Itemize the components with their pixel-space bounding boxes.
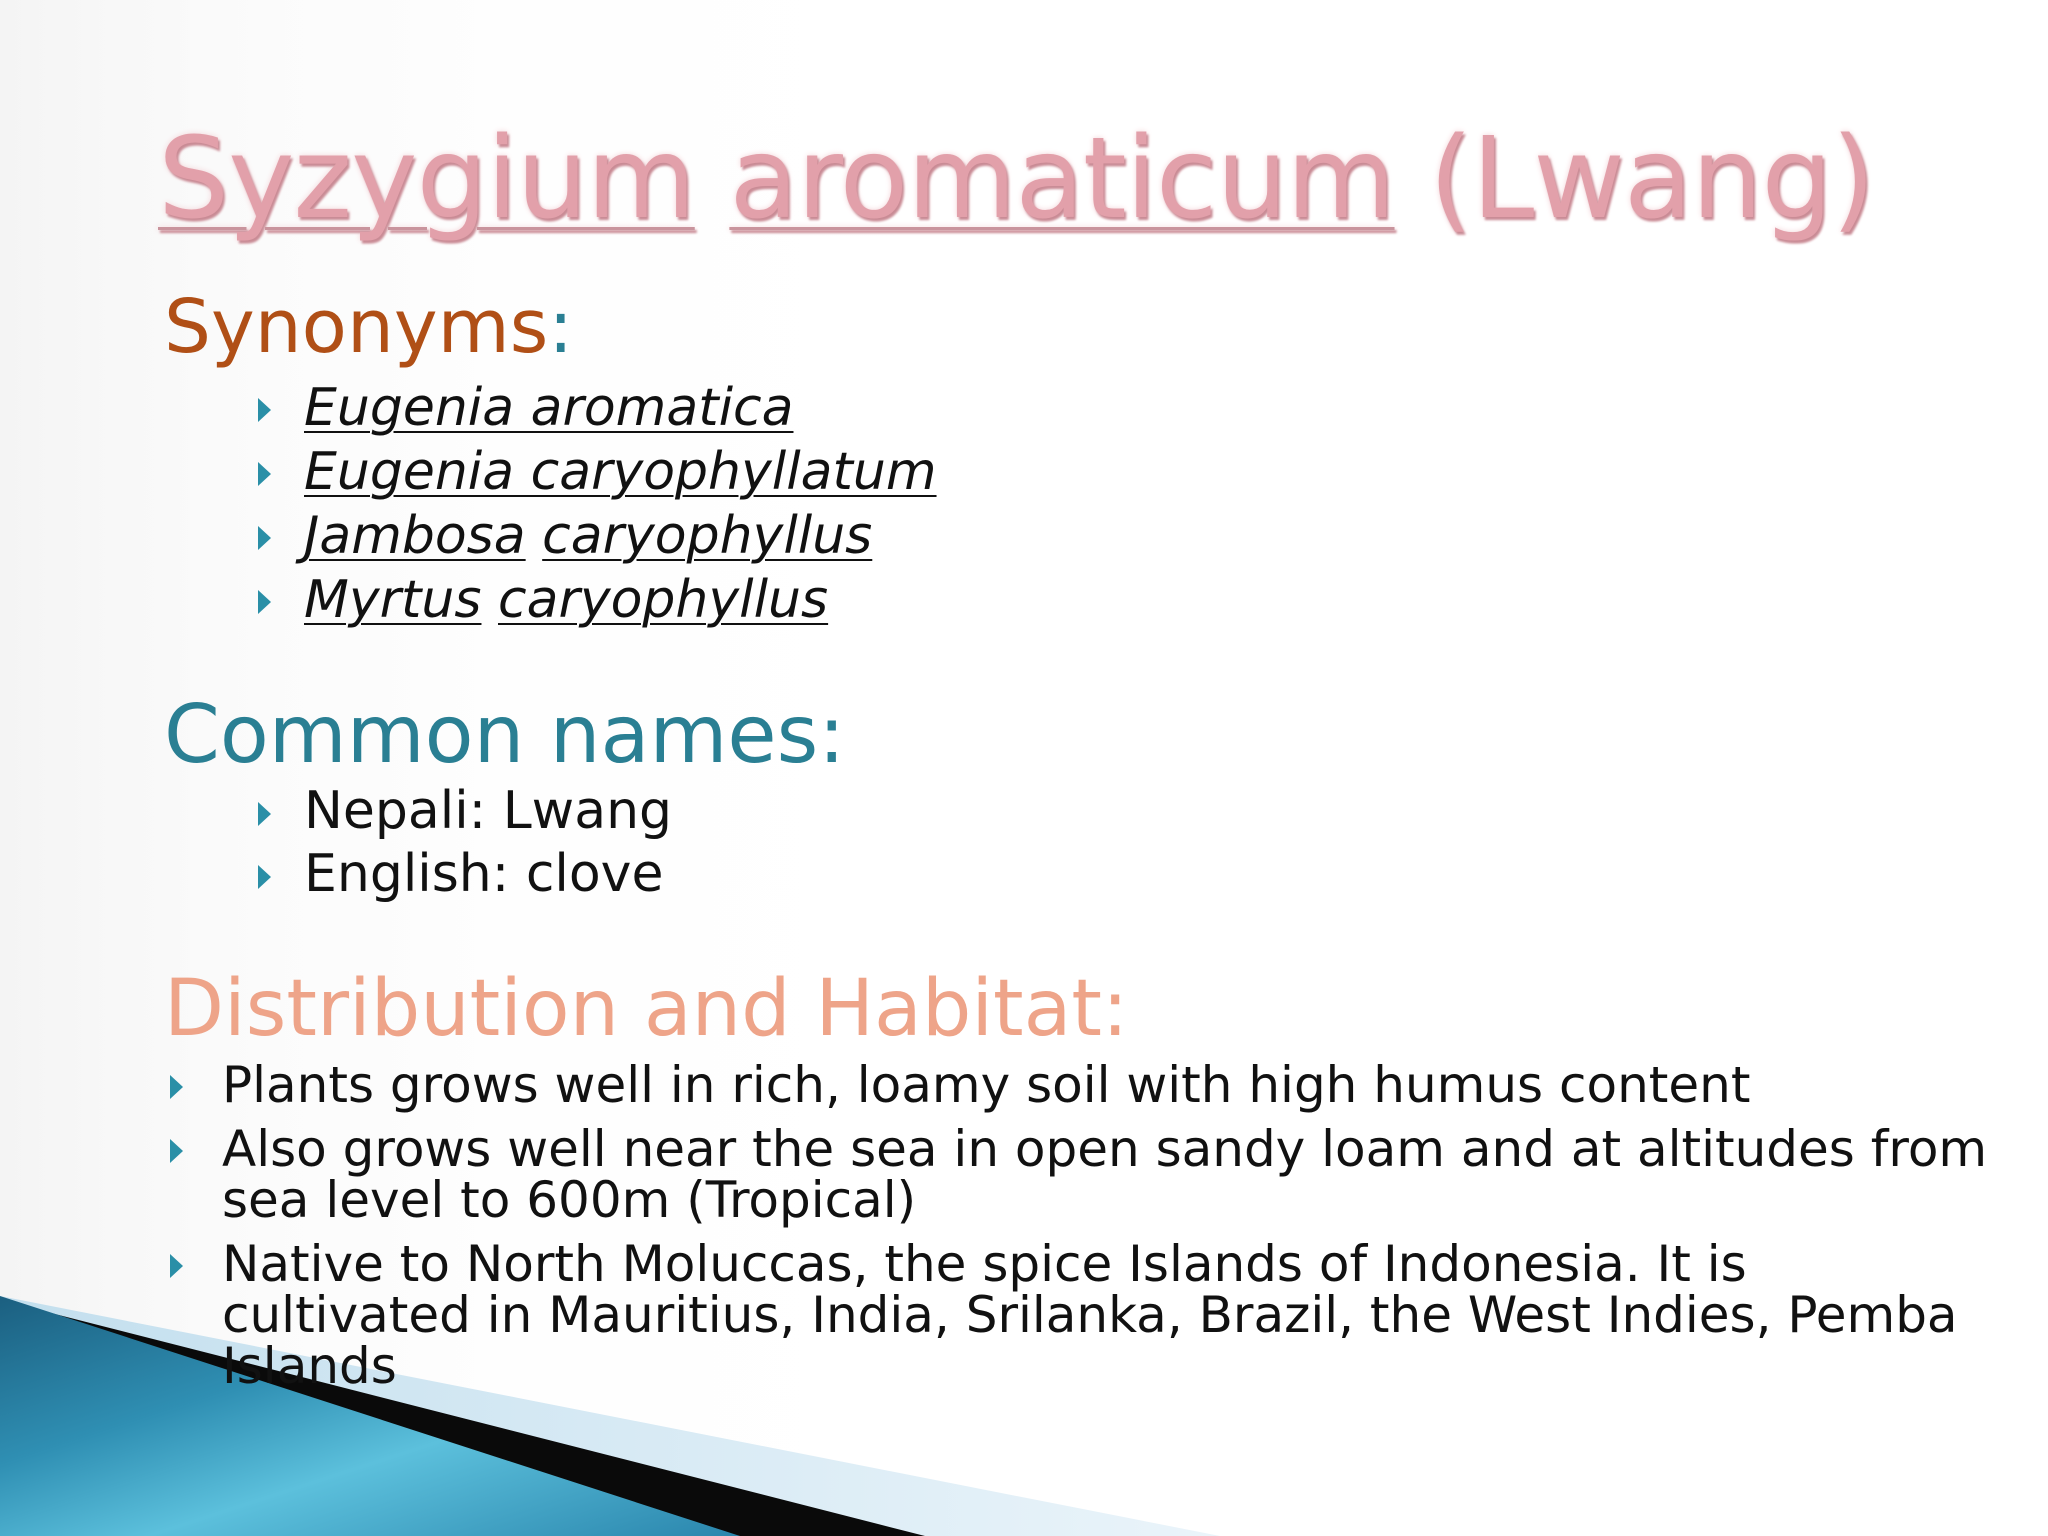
arrow-bullet-icon: [258, 865, 271, 889]
title-species: aromaticum: [729, 114, 1395, 244]
distribution-heading: Distribution and Habitat:: [164, 964, 1129, 1054]
list-item: [258, 376, 937, 440]
list-item: [258, 504, 937, 568]
list-item: [166, 1056, 2006, 1114]
list-item: [258, 568, 937, 632]
synonym-species: caryophyllus: [498, 570, 829, 630]
synonym-species: caryophyllus: [542, 506, 873, 566]
synonym-genus: Jambosa: [304, 506, 526, 566]
distribution-text: Native to North Moluccas, the spice Islands of Indonesia. It is cultivated in Mauritius, India, Srilanka, Brazil, the West Indies, Pemba Islands: [222, 1235, 1958, 1395]
arrow-bullet-icon: [170, 1075, 183, 1099]
synonyms-heading: [164, 284, 573, 370]
arrow-bullet-icon: [258, 398, 271, 422]
synonyms-heading-text: Synonyms: [164, 284, 549, 370]
synonym-genus: Myrtus: [304, 570, 482, 630]
title-local-name: (Lwang): [1429, 114, 1875, 244]
list-item: [166, 1120, 2006, 1229]
title-genus: Syzygium: [158, 114, 695, 244]
list-item: [258, 780, 672, 843]
arrow-bullet-icon: [258, 526, 271, 550]
list-item: [258, 843, 672, 906]
list-item: [166, 1235, 2006, 1395]
synonym-list: [258, 376, 937, 632]
arrow-bullet-icon: [170, 1139, 183, 1163]
common-names-heading: Common names:: [164, 688, 846, 781]
common-name: Nepali: Lwang: [304, 781, 673, 841]
arrow-bullet-icon: [170, 1254, 183, 1278]
common-name: English: clove: [304, 844, 664, 904]
arrow-bullet-icon: [258, 462, 271, 486]
page-title: [158, 114, 1875, 244]
synonyms-heading-colon: :: [548, 284, 574, 370]
common-names-list: [258, 780, 672, 906]
arrow-bullet-icon: [258, 590, 271, 614]
distribution-text: Also grows well near the sea in open sandy loam and at altitudes from sea level to 600m (Tropical): [222, 1120, 1988, 1229]
list-item: [258, 440, 937, 504]
arrow-bullet-icon: [258, 802, 271, 826]
distribution-list: [166, 1056, 2006, 1395]
distribution-text: Plants grows well in rich, loamy soil with high humus content: [222, 1056, 1751, 1114]
synonym-name: Eugenia aromatica: [304, 378, 794, 438]
synonym-name: Eugenia caryophyllatum: [304, 442, 937, 502]
